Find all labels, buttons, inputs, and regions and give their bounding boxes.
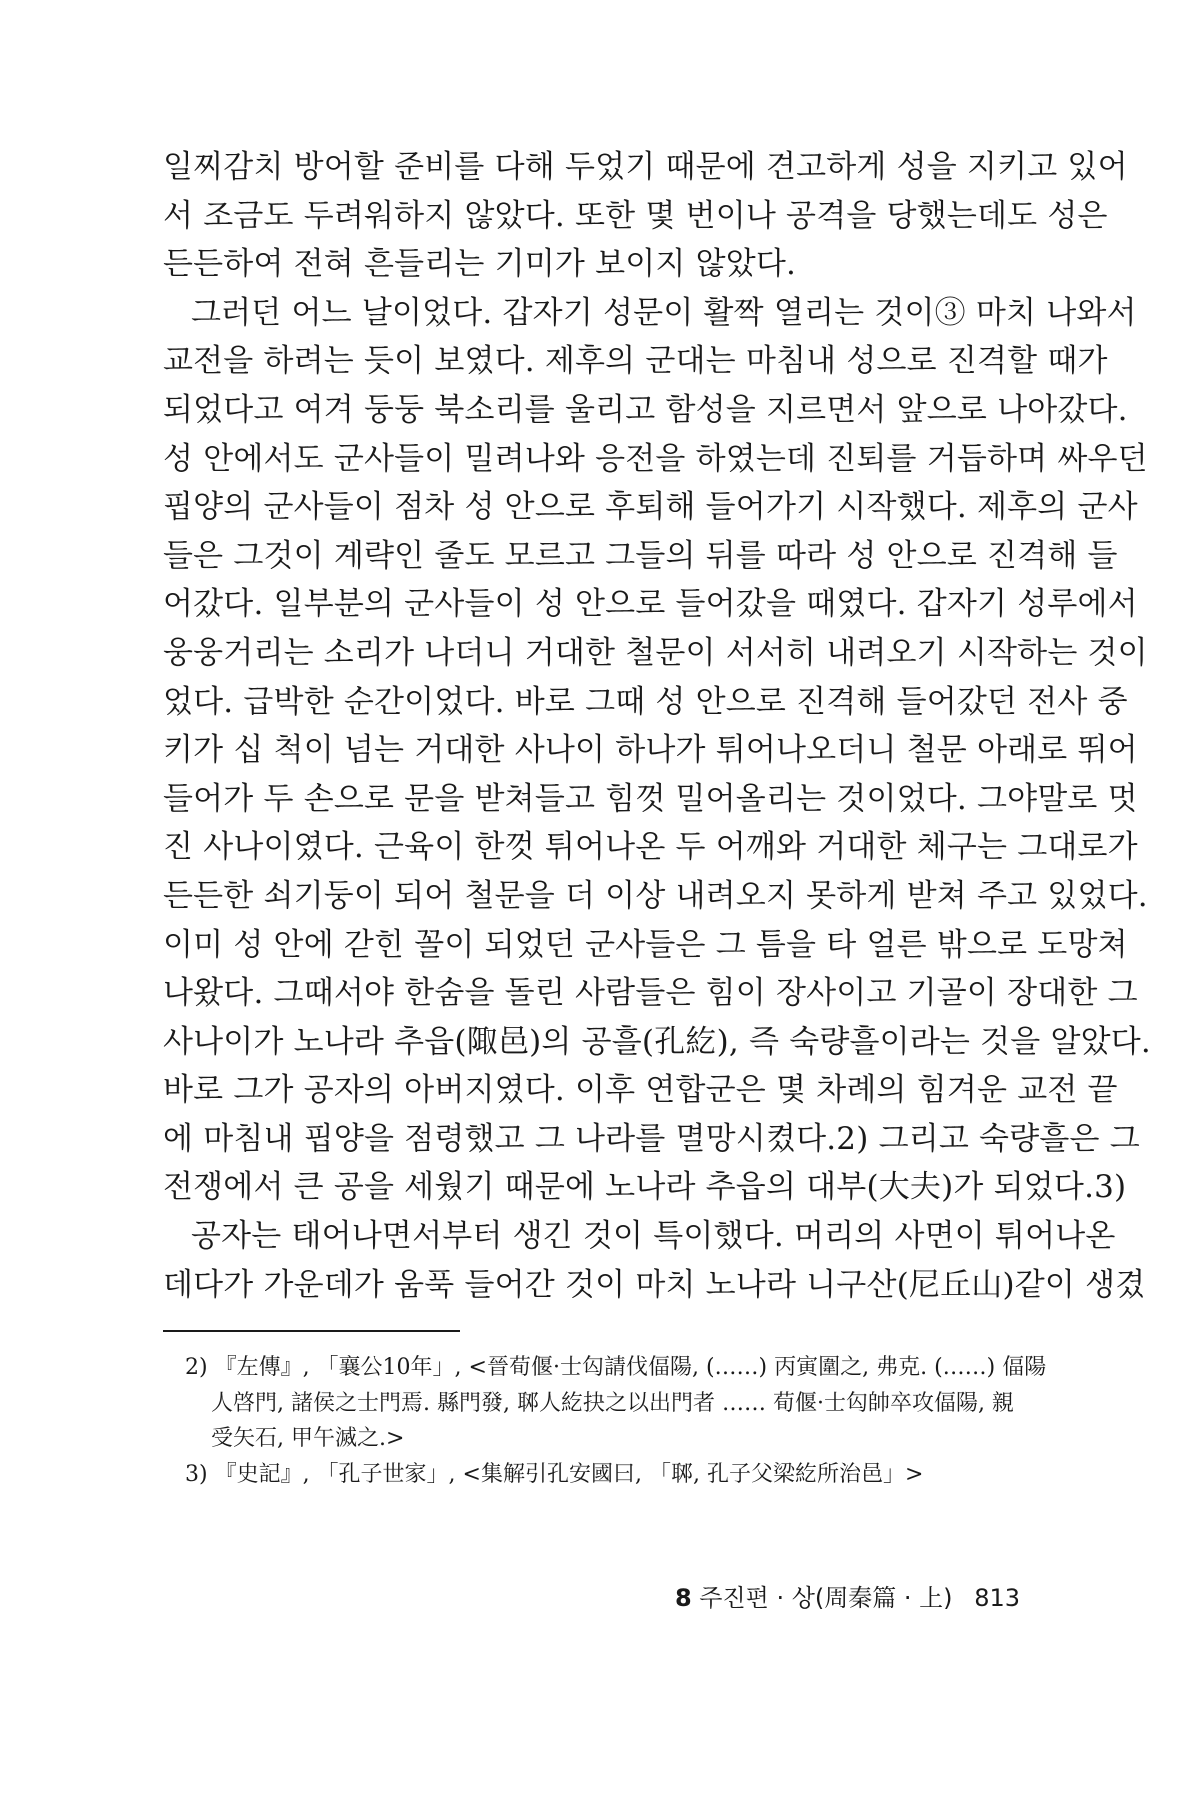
- body-text: [163, 143, 1151, 1309]
- body-line: 교전을 하려는 듯이 보였다. 제후의 군대는 마침내 성으로 진격할 때가: [163, 343, 1108, 380]
- body-line: 었다. 급박한 순간이었다. 바로 그때 성 안으로 진격해 들어갔던 전사 중: [163, 683, 1128, 720]
- page-footer: [675, 1582, 1020, 1614]
- body-line: 되었다고 여겨 둥둥 북소리를 울리고 함성을 지르면서 앞으로 나아갔다.: [163, 391, 1128, 428]
- body-line: 일찌감치 방어할 준비를 다해 두었기 때문에 견고하게 성을 지키고 있어: [163, 149, 1128, 185]
- body-line: 데다가 가운데가 움푹 들어간 것이 마치 노나라 니구산(尼丘山)같이 생겼: [163, 1266, 1146, 1303]
- body-line: 바로 그가 공자의 아버지였다. 이후 연합군은 몇 차례의 힘겨운 교전 끝: [163, 1072, 1118, 1109]
- page-number: 813: [974, 1584, 1020, 1612]
- footnotes: [185, 1350, 1047, 1492]
- chapter-number: 8: [674, 1584, 692, 1612]
- body-line: 사나이가 노나라 추읍(陬邑)의 공흘(孔紇), 즉 숙량흘이라는 것을 알았다.: [163, 1023, 1151, 1060]
- footnote-divider: [163, 1330, 460, 1332]
- body-line: 진 사나이였다. 근육이 한껏 튀어나온 두 어깨와 거대한 체구는 그대로가: [163, 829, 1138, 866]
- body-line: 어갔다. 일부분의 군사들이 성 안으로 들어갔을 때였다. 갑자기 성루에서: [163, 586, 1138, 623]
- body-line: 든든한 쇠기둥이 되어 철문을 더 이상 내려오지 못하게 받쳐 주고 있었다.: [163, 877, 1148, 914]
- body-line: 에 마침내 핍양을 점령했고 그 나라를 멸망시켰다.2) 그리고 숙량흘은 그: [163, 1120, 1140, 1157]
- body-line: 전쟁에서 큰 공을 세웠기 때문에 노나라 추읍의 대부(大夫)가 되었다.3): [163, 1169, 1127, 1206]
- body-line: 그러던 어느 날이었다. 갑자기 성문이 활짝 열리는 것이③ 마치 나와서: [191, 294, 1137, 331]
- body-line: 핍양의 군사들이 점차 성 안으로 후퇴해 들어가기 시작했다. 제후의 군사: [163, 489, 1138, 526]
- body-line: 이미 성 안에 갇힌 꼴이 되었던 군사들은 그 틈을 타 얼른 밖으로 도망쳐: [163, 926, 1128, 963]
- body-line: 들어가 두 손으로 문을 받쳐들고 힘껏 밀어올리는 것이었다. 그야말로 멋: [163, 780, 1138, 817]
- footnote-2-continued: 人啓門, 諸侯之士門焉. 縣門發, 郰人紇抉之以出門者 …… 荀偃·士匃帥卒攻偪陽, 親: [211, 1390, 1014, 1416]
- body-line: 나왔다. 그때서야 한숨을 돌린 사람들은 힘이 장사이고 기골이 장대한 그: [163, 975, 1138, 1012]
- body-line: 든든하여 전혀 흔들리는 기미가 보이지 않았다.: [163, 246, 797, 283]
- section-title: 주진편 · 상(周秦篇 · 上): [699, 1584, 953, 1612]
- body-line: 웅웅거리는 소리가 나더니 거대한 철문이 서서히 내려오기 시작하는 것이: [163, 634, 1148, 671]
- body-line: 키가 십 척이 넘는 거대한 사나이 하나가 튀어나오더니 철문 아래로 뛰어: [163, 732, 1138, 769]
- body-line: 들은 그것이 계략인 줄도 모르고 그들의 뒤를 따라 성 안으로 진격해 들: [163, 537, 1118, 574]
- body-line: 성 안에서도 군사들이 밀려나와 응전을 하였는데 진퇴를 거듭하며 싸우던: [163, 440, 1148, 477]
- footnote-2-continued: 受矢石, 甲午滅之.>: [211, 1426, 405, 1451]
- footnote-2: 2) 『左傳』, 「襄公10年」, <晉荀偃·士匃請伐偪陽, (……) 丙寅圍之, 弗克. (……) 偪陽: [185, 1355, 1047, 1380]
- body-line: 공자는 태어나면서부터 생긴 것이 특이했다. 머리의 사면이 튀어나온: [191, 1218, 1116, 1255]
- body-line: 서 조금도 두려워하지 않았다. 또한 몇 번이나 공격을 당했는데도 성은: [163, 197, 1108, 234]
- footnote-3: 3) 『史記』, 「孔子世家」, <集解引孔安國曰, 「郰, 孔子父梁紇所治邑」>: [185, 1461, 924, 1487]
